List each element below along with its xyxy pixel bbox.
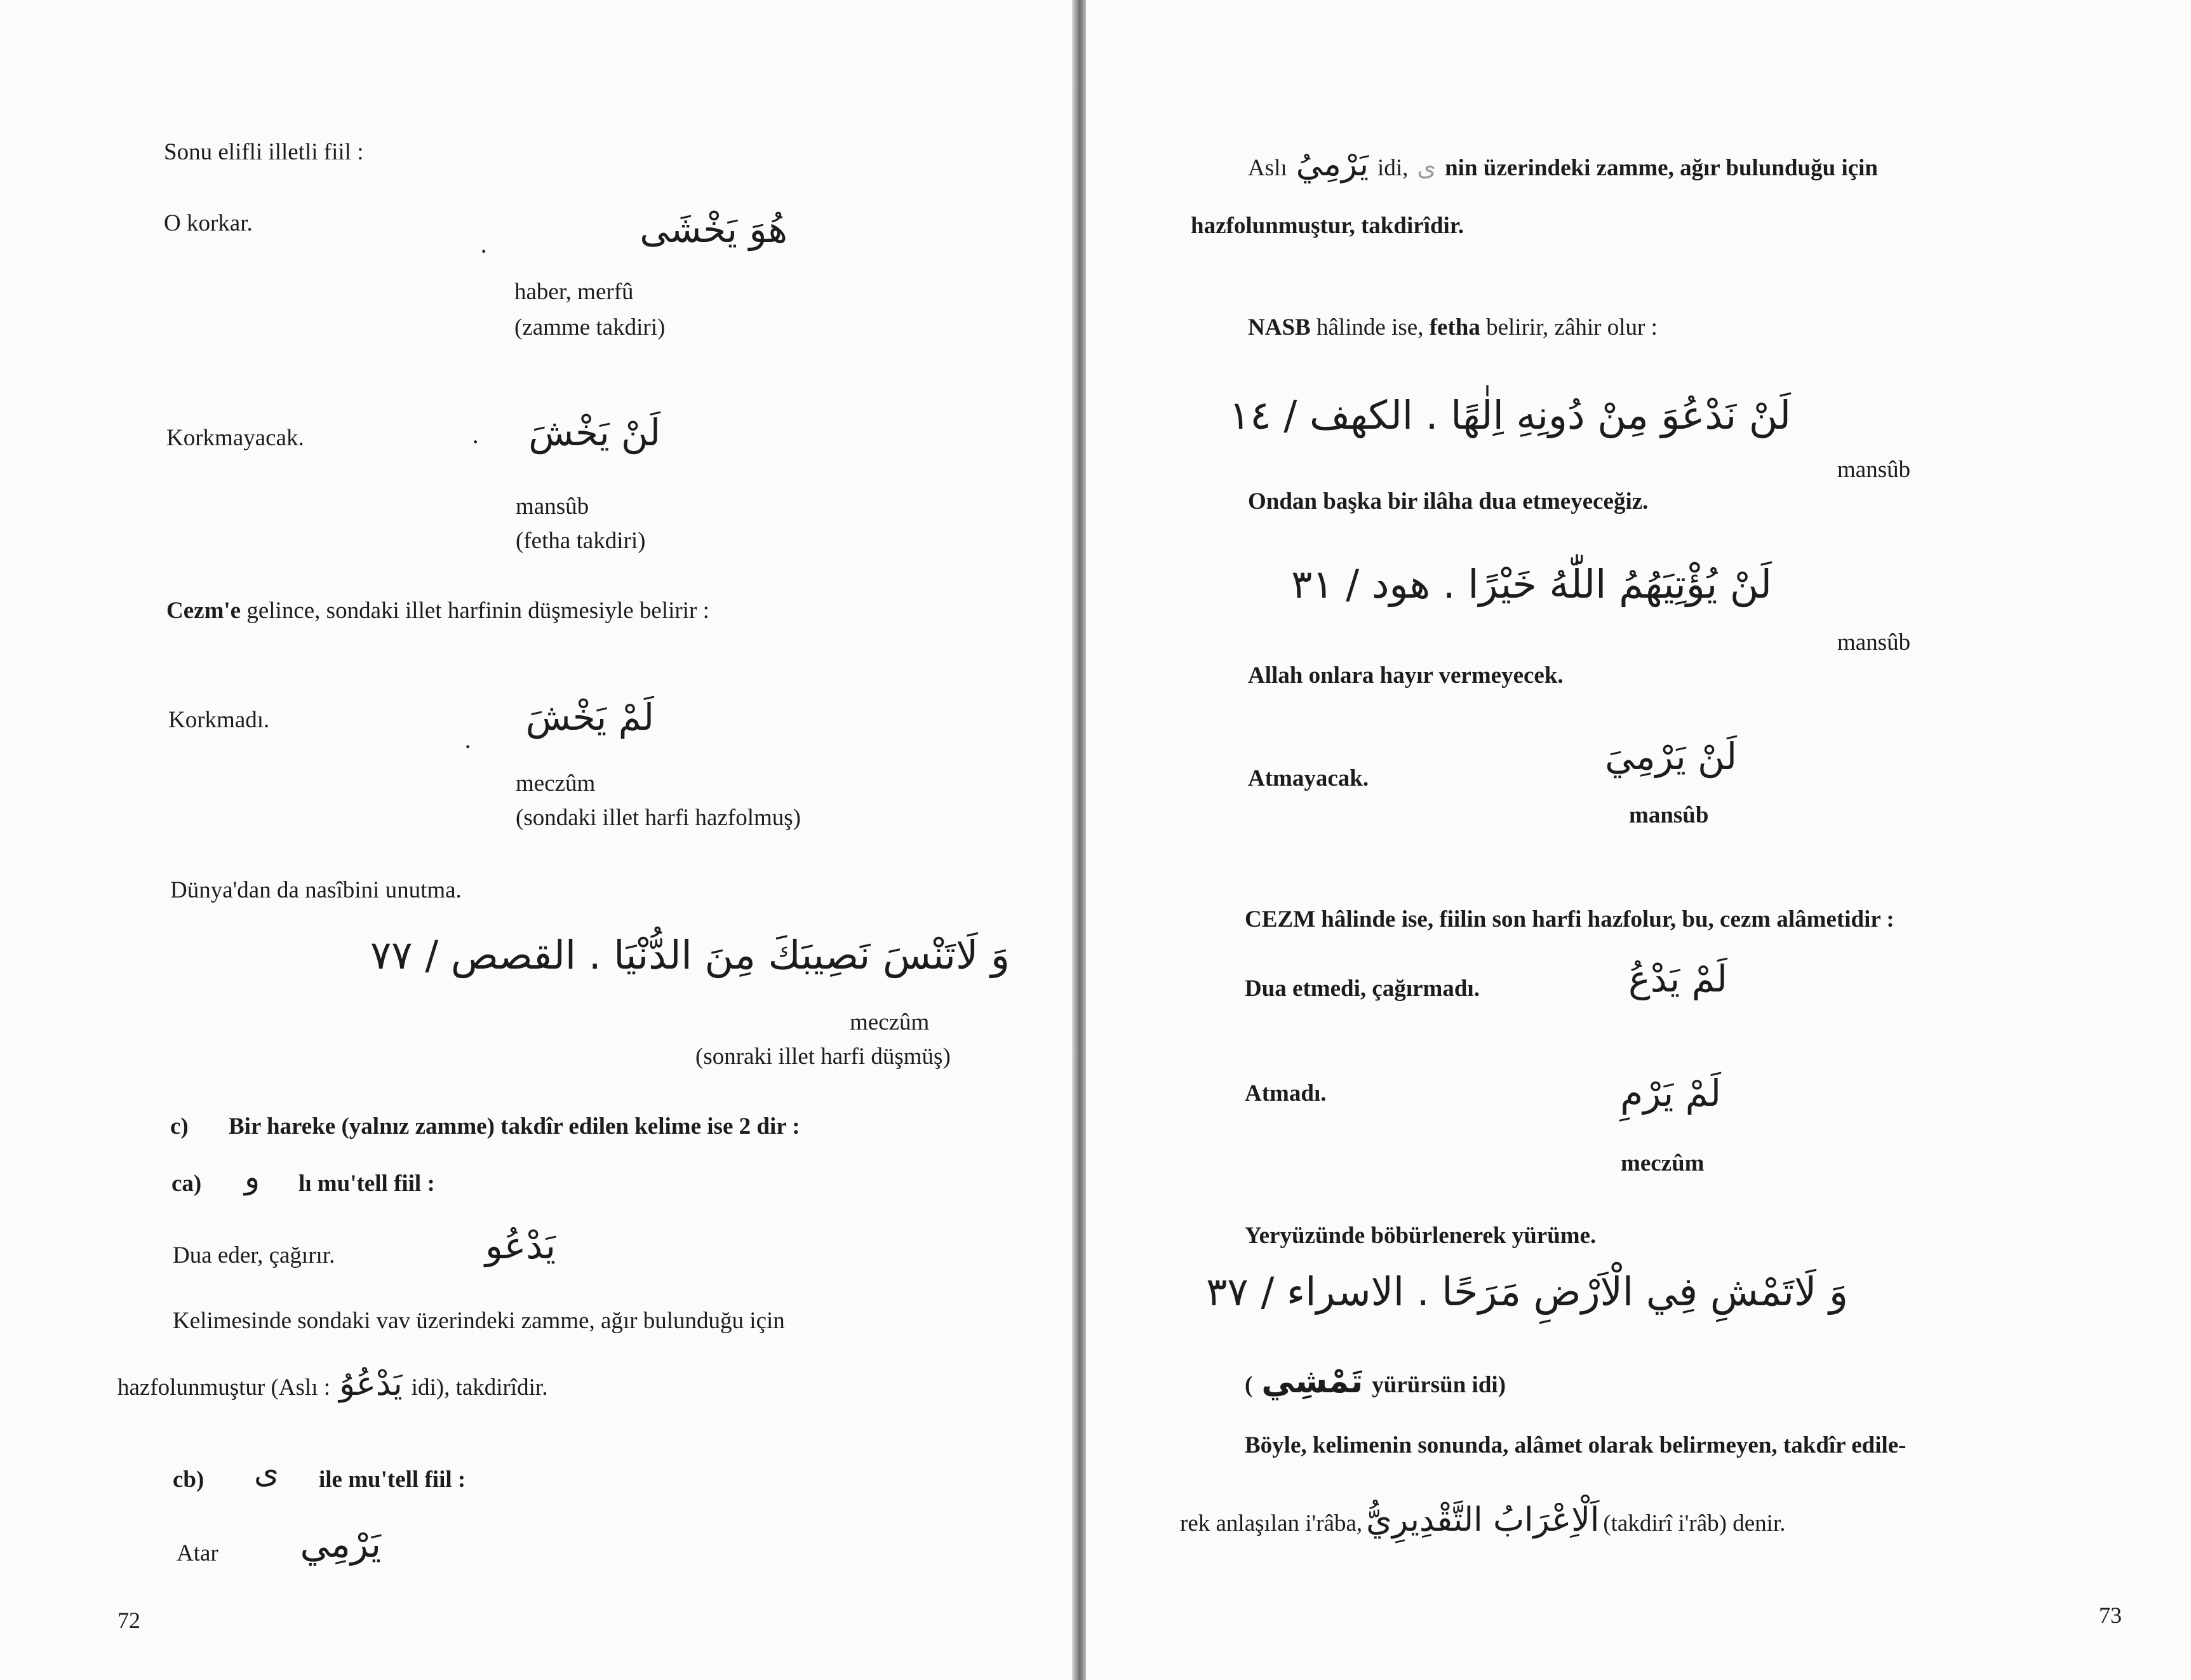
rek-a: rek anlaşılan i'râba,	[1180, 1510, 1363, 1536]
ex3-note2: (sondaki illet harfi hazfolmuş)	[516, 805, 801, 831]
ondan-line: Ondan başka bir ilâha dua etmeyeceğiz.	[1248, 488, 1649, 514]
left-page	[0, 0, 1073, 1680]
asli-c: nin üzerindeki zamme, ağır bulunduğu için	[1445, 155, 1879, 181]
cezm-rest: gelince, sondaki illet harfinin düşmesiyle belirir :	[246, 598, 709, 624]
atmayacak-arabic: لَنْ يَرْمِيَ	[1605, 735, 1737, 778]
dua-arabic-right: لَمْ يَدْعُ	[1628, 957, 1727, 1000]
ex2-arabic: لَنْ يَخْشَ	[528, 411, 660, 454]
book-gutter	[1072, 0, 1086, 1680]
quran-verse-4: وَ لَاتَمْشِ فِي الْاَرْضِ مَرَحًا . الاسراء / ٣٧	[1206, 1268, 1848, 1315]
asli-a: Aslı	[1248, 155, 1287, 181]
ex2-note2: (fetha takdiri)	[516, 528, 646, 554]
cezm-bold-1: CEZM	[1245, 906, 1315, 932]
page-number-left: 72	[117, 1608, 140, 1633]
atmayacak-translation: Atmayacak.	[1248, 765, 1369, 791]
kelimesinde-line: Kelimesinde sondaki vav üzerindeki zamme, ağır bulunduğu için	[173, 1308, 785, 1334]
ex1-note2: (zamme takdiri)	[514, 314, 666, 340]
asli-line	[1248, 145, 1878, 184]
cezm-bold: Cezm'e	[166, 598, 241, 624]
cezm-paragraph	[166, 597, 709, 625]
hazf-line	[117, 1364, 547, 1404]
quran2-note: mansûb	[1837, 457, 1911, 483]
ex2-note1: mansûb	[516, 494, 589, 520]
ca-arabic: و	[245, 1159, 260, 1195]
allah-line: Allah onlara hayır vermeyecek.	[1248, 662, 1564, 689]
rek-arabic: اَلْاِعْرَابُ التَّقْدِيرِيُّ	[1366, 1501, 1600, 1539]
atar-translation: Atar	[177, 1540, 218, 1566]
page-number-right: 73	[2099, 1603, 2122, 1628]
nasb-rest-2: belirir, zâhir olur :	[1486, 314, 1658, 340]
ca-label: ca)	[171, 1171, 202, 1197]
nasb-rest-1: hâlinde ise,	[1316, 314, 1424, 340]
hazf-b: idi), takdirîdir.	[411, 1374, 548, 1401]
ex1-translation: O korkar.	[164, 210, 253, 236]
boyle-line: Böyle, kelimenin sonunda, alâmet olarak belirmeyen, takdîr edile-	[1245, 1432, 1906, 1458]
dua-arabic: يَدْعُو	[485, 1224, 556, 1267]
rek-b: (takdirî i'râb) denir.	[1603, 1510, 1786, 1536]
asli-arabic-2: ى	[1417, 153, 1437, 181]
atmadi-note: meczûm	[1621, 1150, 1705, 1176]
ex3-arabic: لَمْ يَخْشَ	[525, 696, 654, 739]
cb-arabic: ى	[254, 1453, 279, 1490]
right-hazf-line: hazfolunmuştur, takdirîdir.	[1191, 213, 1464, 239]
paren-line	[1245, 1362, 1506, 1401]
cezm-bold-2: bu, cezm alâmetidir :	[1682, 906, 1894, 932]
bullet-dot: ·	[471, 427, 480, 456]
nasb-bold-2: fetha	[1429, 314, 1480, 340]
bullet-dot: ·	[479, 237, 488, 265]
right-page	[1086, 0, 2191, 1680]
yeryuzu-line: Yeryüzünde böbürlenerek yürüme.	[1245, 1223, 1597, 1249]
nasb-line	[1248, 314, 1658, 342]
quran-verse-2: لَنْ نَدْعُوَ مِنْ دُونِهِ اِلٰهًا . الكهف / ١٤	[1229, 392, 1791, 438]
asli-b: idi,	[1377, 155, 1409, 181]
dua-translation: Dua eder, çağırır.	[173, 1242, 335, 1268]
hazf-arabic: يَدْعُوُ	[339, 1365, 403, 1403]
ex1-note1: haber, merfû	[514, 279, 634, 305]
paren-open: (	[1245, 1372, 1253, 1398]
paren-arabic: تَمْشِي	[1261, 1362, 1364, 1401]
quran1-note1: meczûm	[850, 1009, 930, 1035]
paren-text: yürürsün idi)	[1372, 1372, 1506, 1398]
atmadi-arabic: لَمْ يَرْمِ	[1620, 1072, 1721, 1115]
ex1-arabic: هُوَ يَخْشَى	[640, 208, 787, 251]
asli-arabic: يَرْمِيُ	[1296, 145, 1369, 184]
dunya-line: Dünya'dan da nasîbini unutma.	[170, 877, 462, 903]
section-c-label: c)	[170, 1113, 189, 1139]
bullet-dot: ·	[464, 732, 472, 761]
nasb-bold-1: NASB	[1248, 314, 1311, 340]
section-c-text: Bir hareke (yalnız zamme) takdîr edilen kelime ise 2 dir :	[229, 1113, 800, 1139]
cezm-rest-1: hâlinde ise, fiilin son harfi hazfolur,	[1321, 906, 1677, 932]
atmadi-translation: Atmadı.	[1245, 1080, 1327, 1106]
quran1-note2: (sonraki illet harfi düşmüş)	[695, 1044, 951, 1070]
hazf-a: hazfolunmuştur (Aslı :	[117, 1374, 331, 1401]
ca-text: lı mu'tell fiil :	[298, 1171, 435, 1197]
atmayacak-note: mansûb	[1629, 802, 1709, 828]
atar-arabic: يَرْمِي	[300, 1522, 381, 1566]
dua-translation-right: Dua etmedi, çağırmadı.	[1245, 976, 1480, 1002]
cb-label: cb)	[173, 1467, 204, 1493]
ex2-translation: Korkmayacak.	[166, 425, 304, 451]
quran-verse-1: وَ لَاتَنْسَ نَصِيبَكَ مِنَ الدُّنْيَا . القصص / ٧٧	[370, 932, 1010, 978]
left-heading: Sonu elifli illetli fiil :	[164, 139, 364, 165]
quran-verse-3: لَنْ يُؤْتِيَهُمُ اللّٰهُ خَيْرًا . هود / ٣١	[1290, 561, 1772, 607]
cezm-line	[1245, 906, 1894, 934]
cb-text: ile mu'tell fiil :	[319, 1467, 466, 1493]
rek-line	[1180, 1500, 1785, 1540]
quran3-note: mansûb	[1837, 629, 1911, 655]
ex3-note1: meczûm	[516, 770, 596, 796]
ex3-translation: Korkmadı.	[168, 707, 270, 733]
